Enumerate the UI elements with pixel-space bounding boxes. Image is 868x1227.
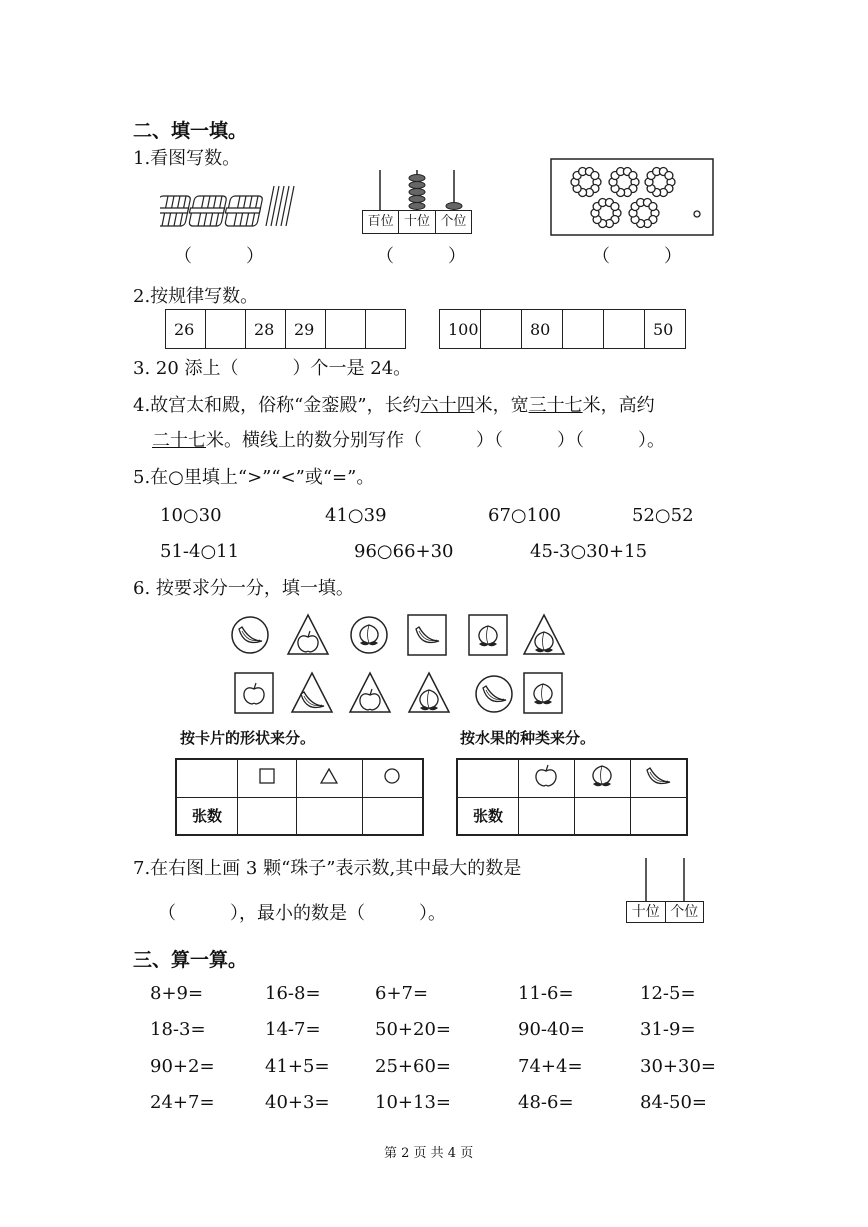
calc-problem[interactable]: 25+60= (375, 1056, 451, 1077)
compare-item[interactable]: 51-4○11 (160, 541, 240, 562)
abacus-label-tens: 十位 (627, 902, 666, 922)
calc-problem[interactable]: 6+7= (375, 983, 429, 1004)
calc-problem[interactable]: 24+7= (150, 1092, 215, 1113)
seq1-cell-blank[interactable] (366, 310, 406, 349)
peach-icon (574, 759, 630, 797)
q4-answer-blanks[interactable]: 米。横线上的数分别写作（ ）（ ）（ ）。 (206, 430, 665, 451)
section-3-heading: 三、算一算。 (133, 949, 248, 971)
calc-problem[interactable]: 16-8= (265, 983, 321, 1004)
header-empty (457, 759, 519, 797)
seq1-cell-blank[interactable] (206, 310, 246, 349)
compare-item[interactable]: 41○39 (325, 505, 387, 526)
q4-line-1 (133, 395, 655, 417)
count-cell-peach[interactable] (574, 797, 630, 835)
q5-label: 5.在○里填上“>”“<”或“=”。 (133, 467, 375, 488)
calc-problem[interactable]: 31-9= (640, 1019, 696, 1040)
abacus-label-tens: 十位 (399, 211, 435, 233)
q1-blank-abacus[interactable]: （ ） (376, 246, 466, 267)
seq2-cell-blank[interactable] (604, 310, 645, 349)
page-footer: 第 2 页 共 4 页 (384, 1146, 474, 1161)
q1-label: 1.看图写数。 (133, 148, 241, 169)
q4-text-c: 米，高约 (582, 395, 655, 416)
q2-label: 2.按规律写数。 (133, 286, 259, 307)
q3-text: 3. 20 添上（ ）个一是 24。 (133, 358, 412, 379)
seq2-cell-blank[interactable] (481, 310, 522, 349)
q7-line-2[interactable]: （ ），最小的数是（ ）。 (158, 903, 446, 924)
abacus-label-hundreds: 百位 (363, 211, 399, 233)
abacus-label-ones: 个位 (670, 904, 699, 920)
count-cell-banana[interactable] (630, 797, 687, 835)
q1-blank-sticks[interactable]: （ ） (174, 246, 264, 267)
seq2-cell: 100 (440, 310, 481, 349)
sequence-table-2 (439, 309, 686, 349)
shape-count-table (175, 758, 424, 836)
count-cell-circle[interactable] (362, 797, 423, 835)
calc-problem[interactable]: 11-6= (518, 983, 574, 1004)
calc-problem[interactable]: 8+9= (150, 983, 204, 1004)
seq1-cell: 28 (246, 310, 286, 349)
circle-icon (362, 759, 423, 797)
seq1-cell: 29 (286, 310, 326, 349)
abacus-hundreds-tens-ones (362, 168, 472, 236)
section-2-heading: 二、填一填。 (133, 120, 248, 142)
q4-underlined-width: 三十七 (528, 395, 583, 416)
calc-problem[interactable]: 12-5= (640, 983, 696, 1004)
fruit-count-table (456, 758, 688, 836)
sequence-table-1 (165, 309, 406, 349)
q4-text-a: 4.故宫太和殿，俗称“金銮殿”，长约 (133, 395, 421, 416)
abacus-tens-ones[interactable] (626, 858, 704, 922)
calc-problem[interactable]: 40+3= (265, 1092, 330, 1113)
q4-underlined-length: 六十四 (420, 395, 475, 416)
compare-item[interactable]: 10○30 (160, 505, 222, 526)
calc-problem[interactable]: 50+20= (375, 1019, 451, 1040)
calc-problem[interactable]: 41+5= (265, 1056, 330, 1077)
sort-by-fruit-title: 按水果的种类来分。 (460, 729, 596, 747)
apple-icon (519, 759, 575, 797)
header-empty (176, 759, 238, 797)
compare-item[interactable]: 96○66+30 (354, 541, 454, 562)
q7-line-1: 7.在右图上画 3 颗“珠子”表示数,其中最大的数是 (133, 858, 522, 879)
seq2-cell: 50 (645, 310, 686, 349)
q1-blank-beads[interactable]: （ ） (592, 246, 682, 267)
calc-problem[interactable]: 30+30= (640, 1056, 716, 1077)
count-cell-apple[interactable] (519, 797, 575, 835)
q6-label: 6. 按要求分一分，填一填。 (133, 578, 354, 599)
square-icon (238, 759, 297, 797)
banana-icon (630, 759, 687, 797)
q4-underlined-height: 二十七 (152, 430, 206, 451)
calc-problem[interactable]: 10+13= (375, 1092, 451, 1113)
sort-by-shape-title: 按卡片的形状来分。 (180, 729, 316, 747)
abacus-label-ones: 个位 (440, 214, 467, 229)
calc-problem[interactable]: 90-40= (518, 1019, 585, 1040)
seq1-cell: 26 (166, 310, 206, 349)
stick-bundles-image (160, 178, 300, 234)
calc-problem[interactable]: 84-50= (640, 1092, 707, 1113)
count-label: 张数 (176, 797, 238, 835)
compare-item[interactable]: 52○52 (632, 505, 694, 526)
count-cell-square[interactable] (238, 797, 297, 835)
q4-line-2 (152, 430, 665, 452)
calc-problem[interactable]: 74+4= (518, 1056, 583, 1077)
count-label: 张数 (457, 797, 519, 835)
compare-item[interactable]: 67○100 (488, 505, 561, 526)
calc-problem[interactable]: 48-6= (518, 1092, 574, 1113)
count-cell-triangle[interactable] (297, 797, 362, 835)
fruit-cards (228, 610, 568, 720)
seq2-cell: 80 (522, 310, 563, 349)
calc-problem[interactable]: 90+2= (150, 1056, 215, 1077)
compare-item[interactable]: 45-3○30+15 (530, 541, 648, 562)
seq2-cell-blank[interactable] (563, 310, 604, 349)
calc-problem[interactable]: 14-7= (265, 1019, 321, 1040)
triangle-icon (297, 759, 362, 797)
seq1-cell-blank[interactable] (326, 310, 366, 349)
calc-problem[interactable]: 18-3= (150, 1019, 206, 1040)
bead-rings-image (550, 158, 714, 236)
q4-text-b: 米，宽 (474, 395, 529, 416)
